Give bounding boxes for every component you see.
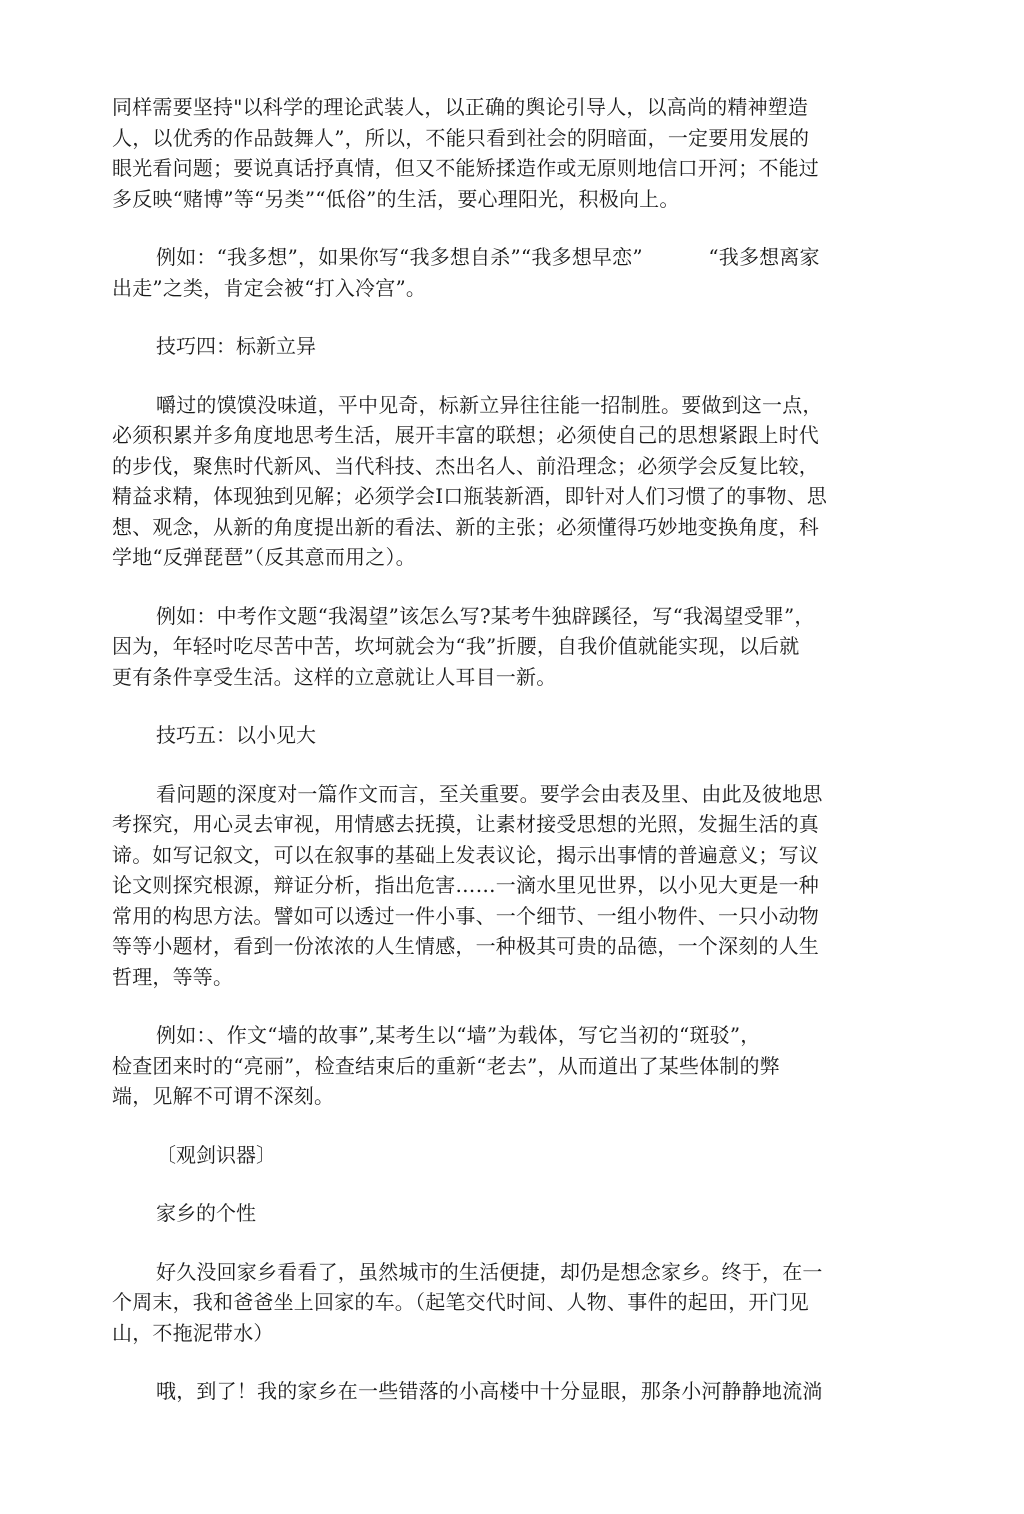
text-line: 常用的构思方法。譬如可以透过一件小事、一个细节、一组小物件、一只小动物 <box>112 903 819 928</box>
paragraph-7 <box>112 1257 912 1349</box>
text-line: 出走”之类，肯定会被“打入冷宫”。 <box>112 275 427 300</box>
text-line: 哦，到了！我的家乡在一些错落的小高楼中十分显眼，那条小河静静地流淌 <box>156 1379 823 1403</box>
text-line: 例如：中考作文题“我渴望”该怎么写?某考牛独辟蹊径，写“我渴望受罪”， <box>156 603 815 628</box>
paragraph-2-example <box>112 242 912 303</box>
text-line: 谛。如写记叙文，可以在叙事的基础上发表议论，揭示出事情的普遍意义；写议 <box>112 842 819 867</box>
paragraph-8 <box>112 1376 912 1407</box>
paragraph-1 <box>112 92 912 214</box>
text-line: 多反映“赌博”等“另类”“低俗”的生活，要心理阳光，积极向上。 <box>112 186 680 211</box>
document-page <box>112 92 912 1435</box>
text-line: 检查团来时的“亮丽”，检查结束后的重新“老去”，从而道出了某些体制的弊 <box>112 1053 780 1078</box>
text-line: 例如：“我多想”，如果你写“我多想自杀”“我多想早恋” “我多想离家 <box>156 245 820 269</box>
paragraph-6-example <box>112 1020 912 1112</box>
text-line: 眼光看问题；要说真话抒真情，但又不能矫揉造作或无原则地信口开河；不能过 <box>112 156 819 180</box>
text-line: 更有条件享受生活。这样的立意就让人耳目一新。 <box>112 664 557 689</box>
text-line: 精益求精，体现独到见解；必须学会I口瓶装新酒，即针对人们习惯了的事物、思 <box>112 484 828 508</box>
text-line: 个周末，我和爸爸坐上回家的车。（起笔交代时间、人物、事件的起田，开门见 <box>112 1290 809 1314</box>
text-line: 必须积累并多角度地思考生活，展开丰富的联想；必须使自己的思想紧跟上时代 <box>112 423 819 447</box>
essay-title: 家乡的个性 <box>156 1201 256 1225</box>
text-line: 因为，年轻吋吃尽苦中苦，坎坷就会为“我”折腰，自我价值就能实现，以后就 <box>112 634 800 658</box>
text-line: 例如：、作文“墙的故事”,某考生以“墙”为载体，写它当初的“斑驳”， <box>156 1023 761 1047</box>
paragraph-3 <box>112 390 912 573</box>
text-line: 山，不拖泥带水） <box>112 1320 274 1345</box>
text-line: 端，见解不可谓不深刻。 <box>112 1084 335 1108</box>
text-line: 哲理，等等。 <box>112 964 234 989</box>
section-heading-sample: 〔观剑识器〕 <box>156 1142 276 1167</box>
text-line: 的步伐，聚焦时代新风、当代科技、杰出名人、前沿理念；必须学会反复比较， <box>112 453 819 478</box>
text-line: 想、观念，从新的角度提出新的看法、新的主张；必须懂得巧妙地变换角度，科 <box>112 514 819 539</box>
text-line: 好久没回家乡看看了，虽然城市的生活便捷，却仍是想念家乡。终于，在一 <box>156 1259 823 1284</box>
section-heading-technique-4: 技巧四：标新立异 <box>156 334 316 358</box>
text-line: 人，以优秀的作品鼓舞人”，所以，不能只看到社会的阴暗面，一定要用发展的 <box>112 125 810 150</box>
text-line: 等等小题材，看到一份浓浓的人生情感，一种极其可贵的品德，一个深刻的人生 <box>112 934 819 958</box>
text-line: 考探究，用心灵去审视，用情感去抚摸，让素材接受思想的光照，发掘生活的真 <box>112 812 819 836</box>
paragraph-4-example <box>112 601 912 693</box>
text-line: 看问题的深度对一篇作文而言，至关重要。要学会由表及里、由此及彼地思 <box>156 781 823 806</box>
paragraph-5 <box>112 779 912 993</box>
text-line: 论文则探究根源，辩证分析，指出危害……一滴水里见世界，以小见大更是一种 <box>112 873 819 897</box>
text-line: 同样需要坚持"以科学的理论武装人，以正确的舆论引导人，以高尚的精神塑造 <box>112 95 809 119</box>
text-line: 学地“反弹琵琶”（反其意而用之）。 <box>112 545 416 569</box>
text-line: 嚼过的馍馍没味道，平中见奇，标新立异往往能一招制胜。要做到这一点， <box>156 392 823 417</box>
section-heading-technique-5: 技巧五：以小见大 <box>156 723 316 747</box>
